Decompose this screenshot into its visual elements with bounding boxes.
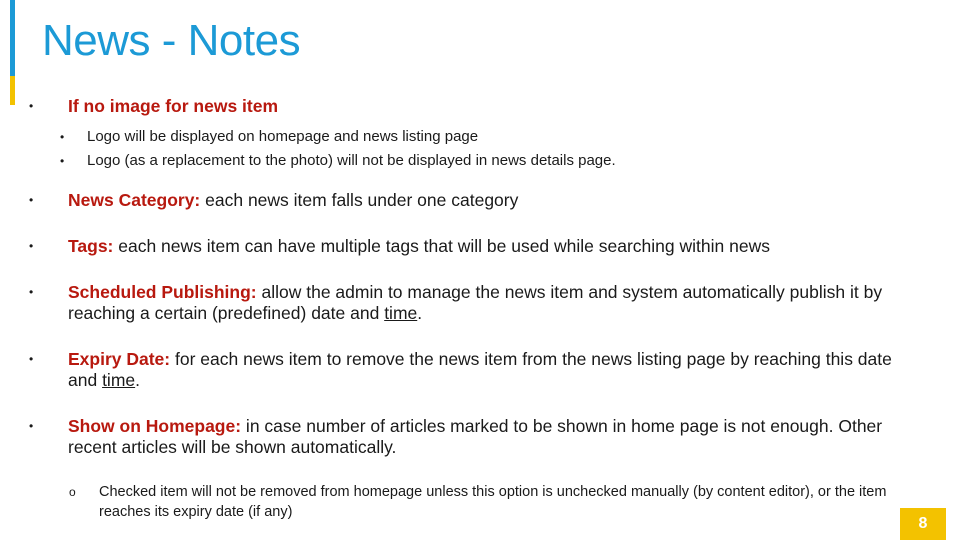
no-image-sub-1: Logo will be displayed on homepage and news listing page	[87, 128, 479, 145]
bullet-dot: •	[29, 419, 34, 433]
accent-bar-blue	[10, 0, 15, 76]
homepage-item	[68, 416, 918, 458]
page-title: News - Notes	[42, 16, 301, 65]
tags-text: each news item can have multiple tags that will be used while searching within news	[113, 236, 770, 256]
homepage-sub: Checked item will not be removed from homepage unless this option is unchecked manually (by content editor), or the item reaches its expiry date (if any)	[99, 484, 887, 520]
homepage-text: in case number of articles marked to be shown in home page is not enough. Other recent articles will be shown automatically.	[68, 416, 883, 457]
bullet-dot: •	[29, 285, 34, 299]
circle-bullet: o	[69, 485, 76, 499]
scheduled-keyword: Scheduled Publishing:	[68, 282, 257, 302]
expiry-item	[68, 349, 918, 391]
category-text: each news item falls under one category	[200, 190, 519, 210]
expiry-keyword: Expiry Date:	[68, 349, 171, 369]
sub-bullet-dot: •	[60, 130, 65, 144]
tags-keyword: Tags:	[68, 236, 114, 256]
bullet-dot: •	[29, 352, 34, 366]
page-number-badge	[900, 508, 946, 540]
bullet-dot: •	[29, 99, 34, 113]
expiry-time-word: time	[102, 370, 136, 390]
tags-item	[68, 236, 918, 257]
scheduled-text: allow the admin to manage the news item and system automatically publish it by reaching a certain (predefined) date and	[68, 282, 883, 323]
page-number: 8	[918, 515, 928, 532]
scheduled-time-word: time	[384, 303, 418, 323]
accent-bar-yellow	[10, 76, 15, 105]
category-keyword: News Category:	[68, 190, 201, 210]
no-image-heading: If no image for news item	[68, 96, 279, 116]
sub-bullet-dot: •	[60, 154, 65, 168]
no-image-sub-2: Logo (as a replacement to the photo) will not be displayed in news details page.	[87, 152, 616, 169]
category-item	[68, 190, 918, 211]
scheduled-item	[68, 282, 918, 324]
bullet-dot: •	[29, 193, 34, 207]
homepage-keyword: Show on Homepage:	[68, 416, 242, 436]
expiry-text: for each news item to remove the news item from the news listing page by reaching this date and	[68, 349, 892, 390]
expiry-end: .	[135, 370, 140, 390]
bullet-dot: •	[29, 239, 34, 253]
scheduled-end: .	[417, 303, 423, 323]
